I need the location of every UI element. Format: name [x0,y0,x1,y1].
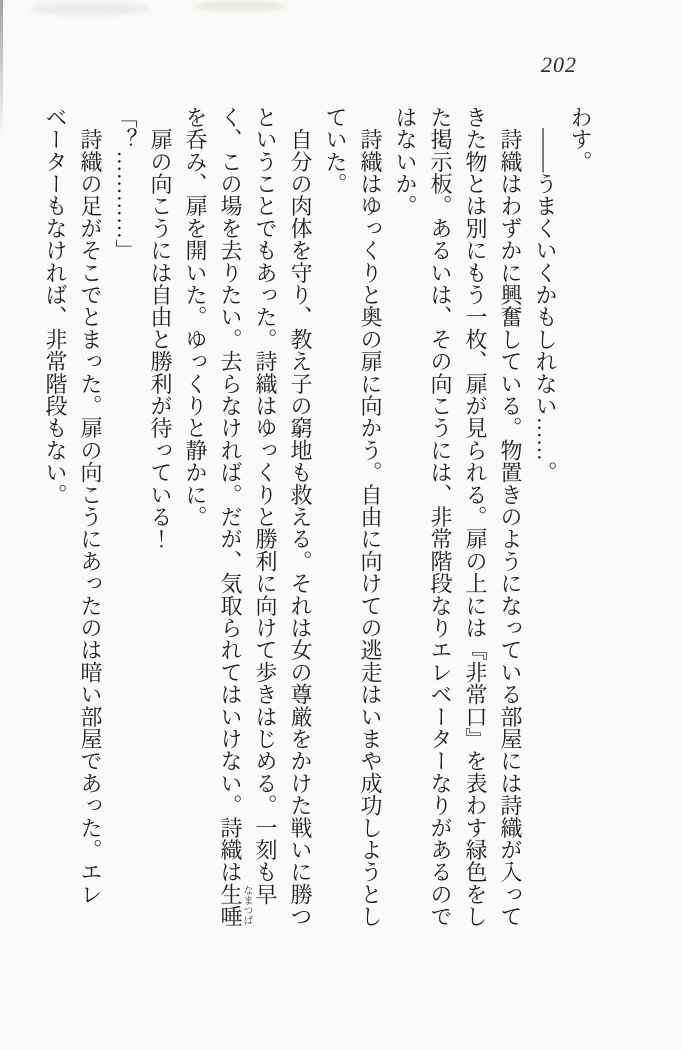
paragraph: 詩織はゆっくりと奥の扉に向かう。自由に向けての逃走はいまや成功しようとしていた。 [323,106,383,928]
page-number: 202 [541,52,577,77]
ruby-annotated-word: 生唾なまつば [218,883,252,928]
paragraph: 詩織はわずかに興奮している。物置きのようになっている部屋には詩織が入ってきた物とは別にもう一枚、扉が見られる。扉の上には『非常口』を表わす緑色をした掲示板。あるいは、その向こうには、非常階段なりエレベーターなりがあるのではないか。 [393,106,523,928]
scan-edge-artifact [0,0,3,140]
paragraph: ——うまくいくかもしれない……。 [533,106,558,484]
paragraph: わす。 [568,106,593,173]
paragraph: 詩織の足がそこでとまった。扉の向こうにあったのは暗い部屋であった。エレベーターもなければ、非常階段もない。 [43,106,103,906]
scan-smudge [195,0,285,12]
scan-smudge [30,2,150,16]
novel-text [38,106,598,942]
paragraph: 扉の向こうには自由と勝利が待っている！ [148,106,173,550]
paragraph: 自分の肉体を守り、教え子の窮地も救える。それは女の尊厳をかけた戦いに勝つということでもあった。詩織はゆっくりと勝利に向けて歩きはじめる。一刻も早く、この場を去りたい。去らなければ。だが、気取られてはいけない。詩織は生唾なまつばを呑み、扉を開いた。ゆっくりと静かに。 [183,106,313,928]
furigana: なまつば [241,883,252,928]
paragraph: 「？…………」 [113,106,138,262]
